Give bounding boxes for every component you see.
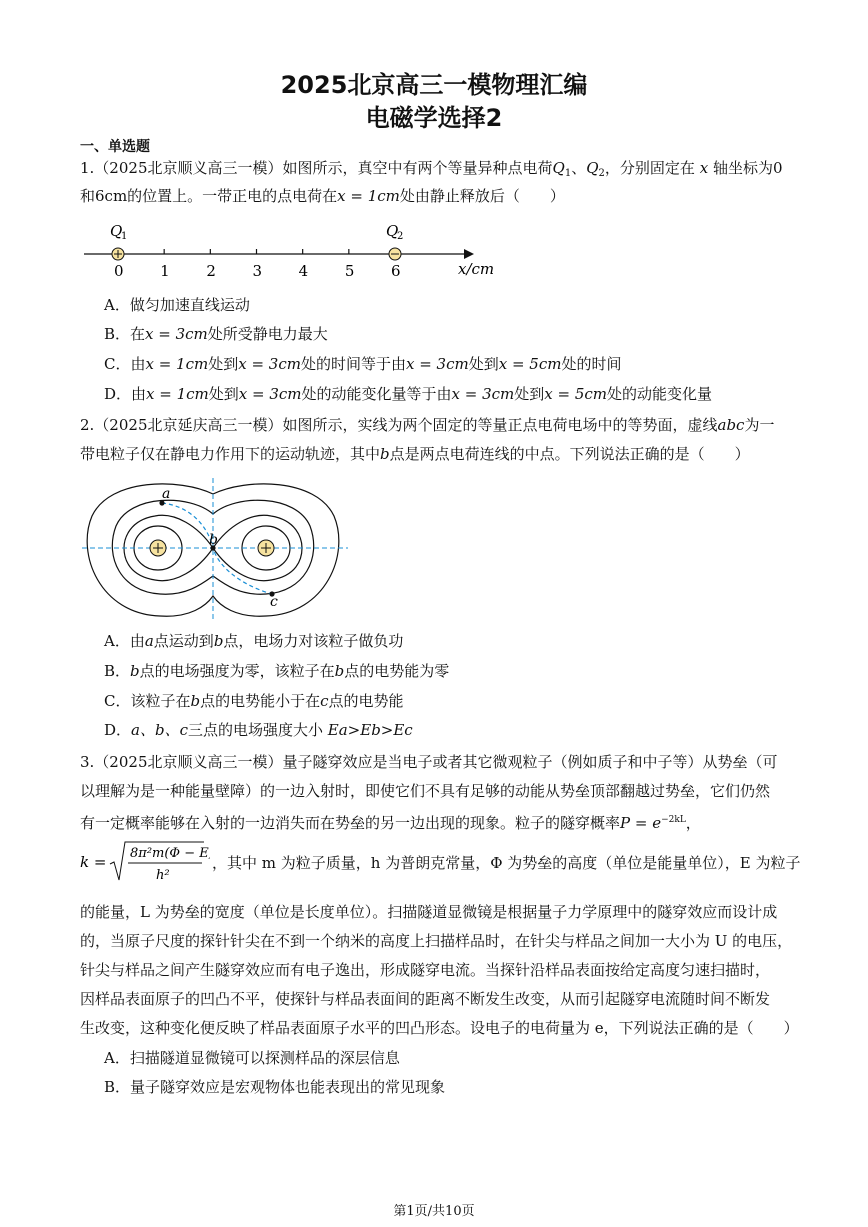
axis-label: x/cm	[458, 260, 495, 278]
q3-line9: 生改变，这种变化便反映了样品表面原子水平的凹凸形态。设电子的电荷量为 e，下列说法正确的是（ ）	[80, 1019, 799, 1037]
q3-line8: 因样品表面原子的凹凸不平，使探针与样品表面间的距离不断发生改变，从而引起隧穿电流随时间不断发	[80, 990, 771, 1008]
q1-option-d: D．由x = 1cm处到x = 3cm处的动能变化量等于由x = 3cm处到x = 5cm处的动能变化量	[104, 385, 713, 403]
page-subtitle: 电磁学选择2	[365, 104, 503, 132]
q3-line7: 针尖与样品之间产生隧穿效应而有电子逸出，形成隧穿电流。当探针沿样品表面按给定高度匀速扫描时，	[80, 961, 771, 979]
axis-tick-label: 3	[252, 262, 263, 280]
point-a-label: a	[162, 486, 171, 502]
section-heading: 一、单选题	[80, 139, 150, 155]
q2-option-b: B．b点的电场强度为零，该粒子在b点的电势能为零	[104, 662, 450, 680]
formula-k	[80, 838, 210, 890]
q3-line2: 以理解为是一种能量壁障）的一边入射时，即使它们不具有足够的动能从势垒顶部翻越过势垒，它们仍然	[80, 782, 771, 800]
q2-option-a: A．由a点运动到b点，电场力对该粒子做负功	[104, 632, 404, 650]
q3-line4: ，其中 m 为粒子质量，h 为普朗克常量，Φ 为势垒的高度（单位是能量单位），E 为粒子	[212, 854, 801, 872]
q3-line5: 的能量，L 为势垒的宽度（单位是长度单位）。扫描隧道显微镜是根据量子力学原理中的隧穿效应而设计成	[80, 903, 778, 921]
q1-charge-sub: 1	[121, 231, 128, 242]
left-charge	[150, 540, 166, 556]
q3-line1: 3.（2025北京顺义高三一模）量子隧穿效应是当电子或者其它微观粒子（例如质子和中子等）从势垒（可	[80, 753, 778, 771]
q1-stem-line2: 和6cm的位置上。一带正电的点电荷在x = 1cm处由静止释放后（ ）	[80, 187, 565, 205]
svg-text:h²: h²	[156, 868, 170, 883]
q1-stem-line1: 1.（2025北京顺义高三一模）如图所示，真空中有两个等量异种点电荷$Q_1$、$Q_2$，分别固定在 x 轴坐标为0	[80, 159, 783, 179]
q2-option-d: D．a、b、c三点的电场强度大小 Ea>Eb>Ec	[104, 721, 413, 739]
svg-text:8π²m(Φ − E): 8π²m(Φ − E)	[130, 846, 210, 861]
q3-option-b: B．量子隧穿效应是宏观物体也能表现出的常见现象	[104, 1078, 446, 1096]
q2-stem-line1: 2.（2025北京延庆高三一模）如图所示，实线为两个固定的等量正点电荷电场中的等势面，虚线abc为一	[80, 416, 775, 434]
q2-equipotential-figure	[80, 476, 356, 624]
q1-option-b: B．在x = 3cm处所受静电力最大	[104, 325, 328, 343]
axis-tick-label: 5	[344, 262, 355, 280]
axis-tick-label: 6	[391, 262, 401, 280]
point-b-label: b	[209, 532, 218, 548]
axis-tick-label: 1	[160, 262, 170, 280]
q2-charge-label: Q	[386, 222, 399, 240]
q1-option-a: A．做匀加速直线运动	[104, 296, 250, 314]
svg-text:k =: k =	[80, 853, 107, 871]
point-c-label: c	[270, 594, 278, 610]
q2-charge-sub: 2	[397, 231, 404, 242]
formula-k-graphic	[80, 838, 210, 886]
q2-stem-line2: 带电粒子仅在静电力作用下的运动轨迹，其中b点是两点电荷连线的中点。下列说法正确的是（ ）	[80, 445, 750, 463]
axis-tick-label: 0	[114, 262, 124, 280]
right-charge	[258, 540, 274, 556]
page-title: 2025北京高三一模物理汇编	[280, 71, 588, 99]
q1-axis-figure	[80, 218, 510, 284]
axis-tick-label: 2	[206, 262, 216, 280]
axis-tick-label: 4	[298, 262, 309, 280]
q1-charge-circle	[112, 248, 124, 260]
q1-option-c: C．由x = 1cm处到x = 3cm处的时间等于由x = 3cm处到x = 5cm处的时间	[104, 355, 622, 373]
q2-charge-circle	[389, 248, 401, 260]
page-footer: 第1页/共10页	[393, 1204, 475, 1219]
q2-option-c: C．该粒子在b点的电势能小于在c点的电势能	[104, 692, 404, 710]
q3-line6: 的，当原子尺度的探针针尖在不到一个纳米的高度上扫描样品时，在针尖与样品之间加一大小为 U 的电压，	[80, 932, 793, 950]
q3-line3: 有一定概率能够在入射的一边消失而在势垒的另一边出现的现象。粒子的隧穿概率$P = e^{-2kL}$，	[80, 814, 701, 832]
q3-option-a: A．扫描隧道显微镜可以探测样品的深层信息	[104, 1049, 400, 1067]
q1-charge-label: Q	[110, 222, 123, 240]
